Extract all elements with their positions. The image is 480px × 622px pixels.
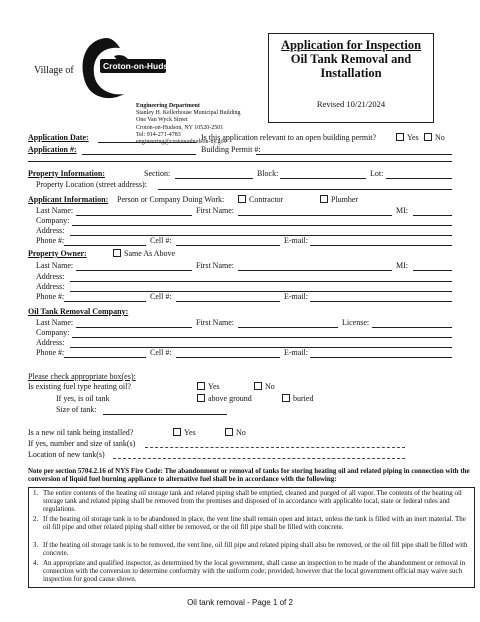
tank-size-label: Size of tank: xyxy=(56,405,97,414)
owner-cell-label: Cell #: xyxy=(150,292,172,301)
owner-address-field[interactable] xyxy=(70,281,452,282)
plumber-option[interactable]: Plumber xyxy=(320,195,358,204)
building-name: Stanley H. Kellerhouse Municipal Building xyxy=(136,110,241,116)
removal-company-label: Company: xyxy=(36,328,70,337)
building-permit-label: Building Permit #: xyxy=(201,145,261,154)
property-heading: Property Information: xyxy=(28,169,105,178)
contractor-option[interactable]: Contractor xyxy=(238,195,283,204)
owner-heading: Property Owner: xyxy=(28,249,87,258)
owner-address-label-2: Address: xyxy=(36,282,65,291)
building-permit-field[interactable] xyxy=(256,154,452,155)
above-ground-option[interactable]: above ground xyxy=(197,394,252,403)
owner-address-label: Address: xyxy=(36,272,65,281)
open-permit-no[interactable]: No xyxy=(424,133,445,142)
removal-license-field[interactable] xyxy=(372,327,452,328)
same-as-above-option[interactable]: Same As Above xyxy=(113,249,175,258)
requirement-item: 4. An appropriate and qualified inspector, as determined by the local government, shall cause an inspection to be made of the abandonment or removal in connection with the conversion to determine conformity with the uniform code; provided, however that the local government official may waive such inspection for good cause shown. xyxy=(33,559,466,583)
open-permit-yes[interactable]: Yes xyxy=(396,133,419,142)
telephone: Tel: 914-271-4783 xyxy=(136,132,181,138)
applicant-mi-field[interactable] xyxy=(413,215,452,216)
new-tank-location-field[interactable] xyxy=(113,458,405,459)
owner-last-name-field[interactable] xyxy=(76,270,192,271)
if-yes-tank-label: If yes, is oil tank xyxy=(56,394,110,403)
applicant-email-label: E-mail: xyxy=(284,236,308,245)
removal-email-field[interactable] xyxy=(310,357,452,358)
owner-cell-field[interactable] xyxy=(176,301,280,302)
application-date-label: Application Date: xyxy=(28,133,89,142)
street-address: One Van Wyck Street xyxy=(136,117,188,123)
applicant-company-label: Company: xyxy=(36,216,70,225)
email-address: engineering@crotononhudson-ny.gov xyxy=(136,139,227,145)
removal-license-label: License: xyxy=(342,318,370,327)
title-line-1: Application for Inspection xyxy=(280,38,422,52)
dept-name: Engineering Department xyxy=(136,103,200,109)
existing-yes-checkbox[interactable] xyxy=(197,382,205,390)
property-location-label: Property Location (street address): xyxy=(36,180,147,189)
doing-work-label: Person or Company Doing Work: xyxy=(117,195,225,204)
revised-date: Revised 10/21/2024 xyxy=(316,99,386,109)
removal-company-heading: Oil Tank Removal Company: xyxy=(28,307,129,316)
removal-phone-label: Phone #: xyxy=(36,348,65,357)
removal-email-label: E-mail: xyxy=(284,348,308,357)
title-box xyxy=(268,33,434,123)
new-tank-yes-option[interactable]: Yes xyxy=(173,428,196,437)
owner-address-field-2[interactable] xyxy=(70,291,452,292)
fire-code-requirements-box xyxy=(28,487,475,588)
city-address: Croton-on-Hudson, NY 10520-2501 xyxy=(136,125,224,131)
section-label: Section: xyxy=(144,169,171,178)
contractor-checkbox[interactable] xyxy=(238,195,246,203)
same-as-above-checkbox[interactable] xyxy=(113,249,121,257)
existing-yes-option[interactable]: Yes xyxy=(197,382,220,391)
owner-email-label: E-mail: xyxy=(284,292,308,301)
title-line-2: Oil Tank Removal and xyxy=(290,52,412,66)
applicant-phone-label: Phone #: xyxy=(36,236,65,245)
village-name: Croton-on-Hudson xyxy=(103,61,179,71)
plumber-checkbox[interactable] xyxy=(320,195,328,203)
applicant-last-name-field[interactable] xyxy=(76,215,192,216)
applicant-cell-label: Cell #: xyxy=(150,236,172,245)
above-ground-checkbox[interactable] xyxy=(197,394,205,402)
fire-code-note-intro: Note per section 5704.2.16 of NYS Fire Code: The abandonment or removal of tanks for storing heating oil and related piping in connection with the conversion of liquid fuel burning appliance to alternative fuel shall be in accordance with the following: xyxy=(28,467,470,483)
application-number-field[interactable] xyxy=(82,154,196,155)
applicant-phone-field[interactable] xyxy=(64,245,146,246)
owner-phone-label: Phone #: xyxy=(36,292,65,301)
new-tank-yes-checkbox[interactable] xyxy=(173,428,181,436)
existing-no-option[interactable]: No xyxy=(254,382,275,391)
owner-first-name-field[interactable] xyxy=(238,270,392,271)
buried-option[interactable]: buried xyxy=(282,394,313,403)
applicant-email-field[interactable] xyxy=(310,245,452,246)
property-location-field[interactable] xyxy=(158,189,452,190)
removal-first-name-field[interactable] xyxy=(238,327,338,328)
section-field[interactable] xyxy=(175,178,253,179)
owner-first-name-label: First Name: xyxy=(196,261,234,270)
owner-mi-field[interactable] xyxy=(413,270,452,271)
applicant-cell-field[interactable] xyxy=(176,245,280,246)
application-number-label: Application #: xyxy=(28,145,77,154)
requirement-item: 1. The entire contents of the heating oil storage tank and related piping shall be emptied, cleaned and purged of all vapor. The contents of the heating oil storage tank and related piping shall be removed from the premises and disposed of in accordance with applicable local, state or federal rules and regulations. xyxy=(33,489,462,513)
open-permit-question: Is this application relevant to an open building permit? xyxy=(201,133,377,142)
applicant-address-field[interactable] xyxy=(70,235,452,236)
removal-phone-field[interactable] xyxy=(64,357,146,358)
applicant-heading: Applicant Information: xyxy=(28,195,109,204)
page-footer: Oil tank removal - Page 1 of 2 xyxy=(187,598,293,607)
owner-mi-label: MI: xyxy=(396,261,408,270)
check-boxes-heading: Please check appropriate box(es): xyxy=(28,372,136,381)
number-size-label: If yes, number and size of tank(s) xyxy=(28,439,136,448)
yes-checkbox[interactable] xyxy=(396,133,404,141)
block-label: Block: xyxy=(257,169,279,178)
applicant-company-field[interactable] xyxy=(72,225,452,226)
requirement-item: 3. If the heating oil storage tank is to be removed, the vent line, oil fill pipe and related piping shall also be removed, or the oil fill pipe shall be filled with concrete. xyxy=(33,541,468,557)
new-tank-question: Is a new oil tank being installed? xyxy=(28,428,134,437)
application-date-field[interactable] xyxy=(98,142,196,143)
new-tank-no-checkbox[interactable] xyxy=(225,428,233,436)
owner-last-name-label: Last Name: xyxy=(36,261,74,270)
section-divider xyxy=(28,161,452,162)
removal-cell-field[interactable] xyxy=(176,357,280,358)
village-of-text: Village of xyxy=(34,65,74,76)
removal-last-name-label: Last Name: xyxy=(36,318,74,327)
block-field[interactable] xyxy=(280,178,366,179)
no-checkbox[interactable] xyxy=(424,133,432,141)
existing-no-checkbox[interactable] xyxy=(254,382,262,390)
requirement-item: 2. If the heating oil storage tank is to be abandoned in place, the vent line shall remain open and intact, unless the tank is filled with an inert material. The oil fill pipe and other related piping shall either be removed, or the oil fill pipe shall be filled with concrete. xyxy=(33,515,466,531)
removal-company-field[interactable] xyxy=(72,337,452,338)
existing-heating-oil-question: Is existing fuel type heating oil? xyxy=(28,382,131,391)
removal-address-label: Address: xyxy=(36,338,65,347)
number-size-field[interactable] xyxy=(145,447,405,448)
new-tank-no-option[interactable]: No xyxy=(225,428,246,437)
applicant-mi-label: MI: xyxy=(396,206,408,215)
village-name-banner xyxy=(100,59,179,73)
tank-size-field[interactable] xyxy=(103,414,227,415)
removal-cell-label: Cell #: xyxy=(150,348,172,357)
applicant-last-name-label: Last Name: xyxy=(36,206,74,215)
applicant-address-label: Address: xyxy=(36,226,65,235)
removal-address-field[interactable] xyxy=(70,347,452,348)
title-line-3: Installation xyxy=(320,66,382,80)
lot-label: Lot: xyxy=(370,169,384,178)
new-tank-location-label: Location of new tank(s) xyxy=(28,450,105,459)
buried-checkbox[interactable] xyxy=(282,394,290,402)
applicant-first-name-field[interactable] xyxy=(238,215,392,216)
owner-email-field[interactable] xyxy=(310,301,452,302)
removal-first-name-label: First Name: xyxy=(196,318,234,327)
owner-phone-field[interactable] xyxy=(64,301,146,302)
applicant-first-name-label: First Name: xyxy=(196,206,234,215)
lot-field[interactable] xyxy=(386,178,452,179)
removal-last-name-field[interactable] xyxy=(76,327,192,328)
